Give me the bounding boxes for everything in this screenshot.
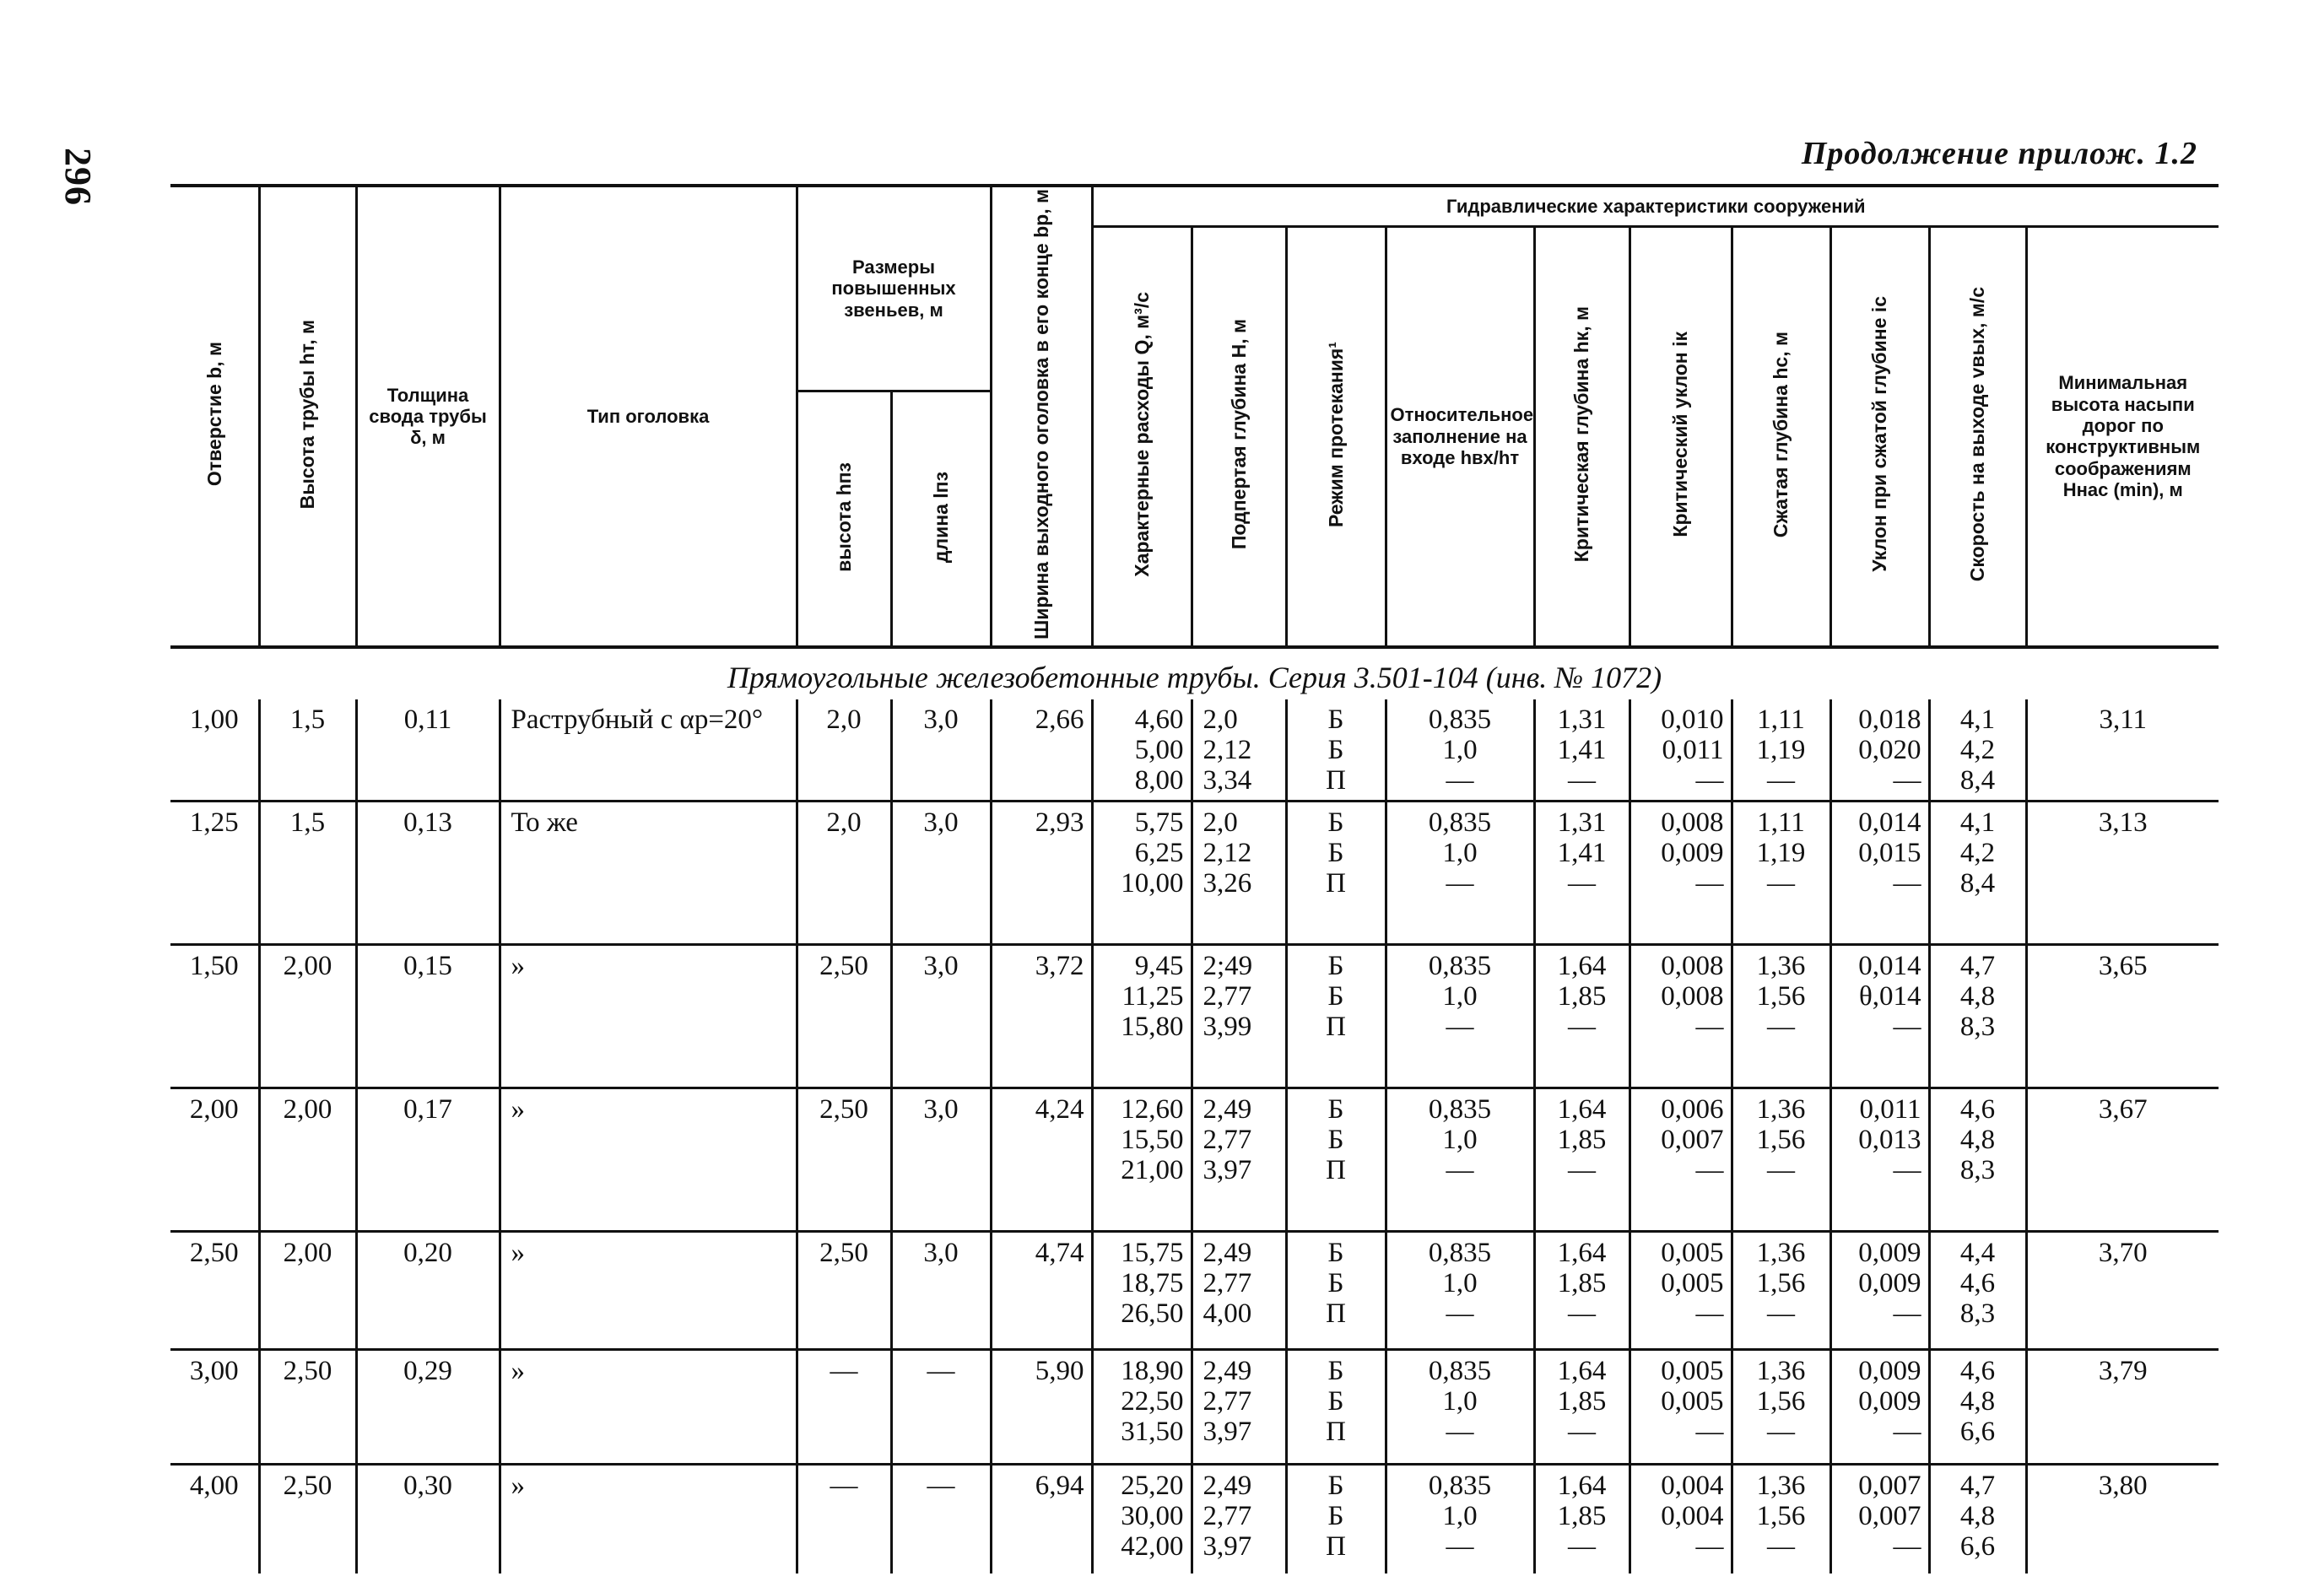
cell-ik: 0,006 0,007 — [1630, 1088, 1732, 1231]
cell-hpz: 2,0 [797, 699, 891, 801]
cell-b: 2,50 [170, 1231, 259, 1349]
cell-hk: 1,64 1,85 — [1534, 1349, 1630, 1464]
header-delta: Толщина свода трубы δ, м [356, 186, 500, 647]
cell-v: 4,6 4,8 8,3 [1929, 1088, 2026, 1231]
section-title: Прямоугольные железобетонные трубы. Серия 3.501-104 (инв. № 1072) [727, 661, 1662, 695]
cell-h: 2;49 2,77 3,99 [1192, 944, 1286, 1088]
cell-ic: 0,014 0,015 — [1830, 801, 1929, 944]
cell-type: » [500, 944, 797, 1088]
cell-delta: 0,29 [356, 1349, 500, 1464]
cell-b: 4,00 [170, 1464, 259, 1574]
cell-hpz: 2,50 [797, 944, 891, 1088]
cell-ic: 0,014 θ,014 — [1830, 944, 1929, 1088]
cell-h: 2,0 2,12 3,34 [1192, 699, 1286, 801]
table-row [170, 1349, 2219, 1464]
cell-ik: 0,005 0,005 — [1630, 1231, 1732, 1349]
cell-q: 15,75 18,75 26,50 [1092, 1231, 1192, 1349]
cell-ik: 0,008 0,008 — [1630, 944, 1732, 1088]
cell-ht: 1,5 [259, 801, 356, 944]
table-row [170, 1464, 2219, 1574]
cell-type: » [500, 1349, 797, 1464]
table-row [170, 944, 2219, 1088]
cell-mode: Б Б П [1286, 1349, 1386, 1464]
cell-hpz: — [797, 1464, 891, 1574]
cell-ic: 0,009 0,009 — [1830, 1349, 1929, 1464]
cell-fill: 0,835 1,0 — [1386, 1464, 1534, 1574]
header-ik: Критический уклон iк [1630, 226, 1732, 647]
cell-ik: 0,004 0,004 — [1630, 1464, 1732, 1574]
cell-ik: 0,010 0,011 — [1630, 699, 1732, 801]
cell-lpz: 3,0 [891, 801, 991, 944]
header-hk: Критическая глубина hк, м [1534, 226, 1630, 647]
cell-type: То же [500, 801, 797, 944]
cell-ht: 2,00 [259, 1231, 356, 1349]
header-q: Характерные расходы Q, м³/с [1092, 226, 1192, 647]
cell-mode: Б Б П [1286, 1231, 1386, 1349]
cell-mode: Б Б П [1286, 1088, 1386, 1231]
cell-ht: 2,00 [259, 1088, 356, 1231]
page-number: 296 [57, 148, 99, 206]
cell-type: » [500, 1231, 797, 1349]
cell-lpz: — [891, 1464, 991, 1574]
cell-type: » [500, 1464, 797, 1574]
header-v: Скорость на выходе vвых, м/с [1929, 226, 2026, 647]
continuation-caption: Продолжение прилож. 1.2 [1801, 136, 2197, 171]
cell-type: Раструбный с αр=20° [500, 699, 797, 801]
table-row [170, 1088, 2219, 1231]
header-h: Подпертая глубина H, м [1192, 226, 1286, 647]
cell-v: 4,6 4,8 6,6 [1929, 1349, 2026, 1464]
cell-hc: 1,36 1,56 — [1732, 1231, 1830, 1349]
cell-hk: 1,64 1,85 — [1534, 944, 1630, 1088]
cell-hnas: 3,67 [2026, 1088, 2219, 1231]
cell-ik: 0,005 0,005 — [1630, 1349, 1732, 1464]
cell-hnas: 3,13 [2026, 801, 2219, 944]
cell-hk: 1,64 1,85 — [1534, 1088, 1630, 1231]
header-hc: Сжатая глубина hс, м [1732, 226, 1830, 647]
cell-v: 4,7 4,8 8,3 [1929, 944, 2026, 1088]
cell-q: 5,75 6,25 10,00 [1092, 801, 1192, 944]
cell-ic: 0,011 0,013 — [1830, 1088, 1929, 1231]
cell-hpz: — [797, 1349, 891, 1464]
header-ht: Высота трубы hт, м [259, 186, 356, 647]
header-hnas: Минимальная высота насыпи дорог по конструктивным соображениям Hнас (min), м [2026, 226, 2219, 647]
cell-delta: 0,15 [356, 944, 500, 1088]
header-hydro-group: Гидравлические характеристики сооружений [1092, 186, 2219, 226]
cell-bp: 4,24 [991, 1088, 1092, 1231]
cell-h: 2,49 2,77 4,00 [1192, 1231, 1286, 1349]
cell-hc: 1,11 1,19 — [1732, 801, 1830, 944]
cell-ik: 0,008 0,009 — [1630, 801, 1732, 944]
cell-bp: 4,74 [991, 1231, 1092, 1349]
cell-fill: 0,835 1,0 — [1386, 801, 1534, 944]
cell-q: 12,60 15,50 21,00 [1092, 1088, 1192, 1231]
cell-delta: 0,20 [356, 1231, 500, 1349]
cell-hc: 1,36 1,56 — [1732, 1464, 1830, 1574]
header-lpz: длина lпз [891, 391, 991, 647]
cell-v: 4,1 4,2 8,4 [1929, 801, 2026, 944]
cell-b: 1,25 [170, 801, 259, 944]
cell-hc: 1,36 1,56 — [1732, 1349, 1830, 1464]
cell-ic: 0,007 0,007 — [1830, 1464, 1929, 1574]
cell-hk: 1,64 1,85 — [1534, 1464, 1630, 1574]
cell-mode: Б Б П [1286, 801, 1386, 944]
header-type: Тип оголовка [500, 186, 797, 647]
cell-hnas: 3,80 [2026, 1464, 2219, 1574]
header-mode: Режим протекания¹ [1286, 226, 1386, 647]
cell-fill: 0,835 1,0 — [1386, 1349, 1534, 1464]
cell-hc: 1,36 1,56 — [1732, 1088, 1830, 1231]
header-b: Отверстие b, м [170, 186, 259, 647]
table-row [170, 801, 2219, 944]
cell-ic: 0,018 0,020 — [1830, 699, 1929, 801]
cell-lpz: — [891, 1349, 991, 1464]
cell-fill: 0,835 1,0 — [1386, 944, 1534, 1088]
cell-bp: 2,66 [991, 699, 1092, 801]
cell-q: 18,90 22,50 31,50 [1092, 1349, 1192, 1464]
cell-hpz: 2,50 [797, 1088, 891, 1231]
cell-h: 2,49 2,77 3,97 [1192, 1464, 1286, 1574]
header-bp: Ширина выходного оголовка в его конце bр, м [991, 186, 1092, 647]
cell-lpz: 3,0 [891, 1231, 991, 1349]
cell-mode: Б Б П [1286, 944, 1386, 1088]
cell-lpz: 3,0 [891, 944, 991, 1088]
cell-fill: 0,835 1,0 — [1386, 1231, 1534, 1349]
culvert-data-table [170, 184, 2219, 1574]
cell-bp: 6,94 [991, 1464, 1092, 1574]
cell-hk: 1,31 1,41 — [1534, 801, 1630, 944]
cell-bp: 3,72 [991, 944, 1092, 1088]
cell-hnas: 3,70 [2026, 1231, 2219, 1349]
cell-lpz: 3,0 [891, 1088, 991, 1231]
cell-h: 2,49 2,77 3,97 [1192, 1349, 1286, 1464]
cell-bp: 5,90 [991, 1349, 1092, 1464]
cell-h: 2,49 2,77 3,97 [1192, 1088, 1286, 1231]
cell-mode: Б Б П [1286, 699, 1386, 801]
cell-hk: 1,64 1,85 — [1534, 1231, 1630, 1349]
cell-delta: 0,11 [356, 699, 500, 801]
table-row [170, 1231, 2219, 1349]
header-ic: Уклон при сжатой глубине iс [1830, 226, 1929, 647]
cell-q: 25,20 30,00 42,00 [1092, 1464, 1192, 1574]
cell-hnas: 3,65 [2026, 944, 2219, 1088]
cell-hpz: 2,50 [797, 1231, 891, 1349]
header-hpz: высота hпз [797, 391, 891, 647]
cell-ht: 2,50 [259, 1464, 356, 1574]
cell-b: 2,00 [170, 1088, 259, 1231]
cell-hc: 1,11 1,19 — [1732, 699, 1830, 801]
cell-v: 4,1 4,2 8,4 [1929, 699, 2026, 801]
header-fill: Относительное заполнение на входе hвх/hт [1386, 226, 1534, 647]
cell-hnas: 3,11 [2026, 699, 2219, 801]
header-raised-group: Размеры повышенных звеньев, м [797, 186, 991, 391]
cell-ic: 0,009 0,009 — [1830, 1231, 1929, 1349]
cell-delta: 0,30 [356, 1464, 500, 1574]
cell-fill: 0,835 1,0 — [1386, 1088, 1534, 1231]
cell-b: 1,50 [170, 944, 259, 1088]
cell-hc: 1,36 1,56 — [1732, 944, 1830, 1088]
cell-ht: 2,00 [259, 944, 356, 1088]
cell-bp: 2,93 [991, 801, 1092, 944]
cell-ht: 1,5 [259, 699, 356, 801]
cell-hk: 1,31 1,41 — [1534, 699, 1630, 801]
cell-delta: 0,13 [356, 801, 500, 944]
cell-mode: Б Б П [1286, 1464, 1386, 1574]
cell-v: 4,4 4,6 8,3 [1929, 1231, 2026, 1349]
cell-ht: 2,50 [259, 1349, 356, 1464]
table-row [170, 699, 2219, 801]
cell-b: 1,00 [170, 699, 259, 801]
cell-q: 4,60 5,00 8,00 [1092, 699, 1192, 801]
cell-hnas: 3,79 [2026, 1349, 2219, 1464]
cell-delta: 0,17 [356, 1088, 500, 1231]
cell-q: 9,45 11,25 15,80 [1092, 944, 1192, 1088]
cell-b: 3,00 [170, 1349, 259, 1464]
cell-lpz: 3,0 [891, 699, 991, 801]
cell-fill: 0,835 1,0 — [1386, 699, 1534, 801]
cell-hpz: 2,0 [797, 801, 891, 944]
cell-type: » [500, 1088, 797, 1231]
cell-v: 4,7 4,8 6,6 [1929, 1464, 2026, 1574]
cell-h: 2,0 2,12 3,26 [1192, 801, 1286, 944]
